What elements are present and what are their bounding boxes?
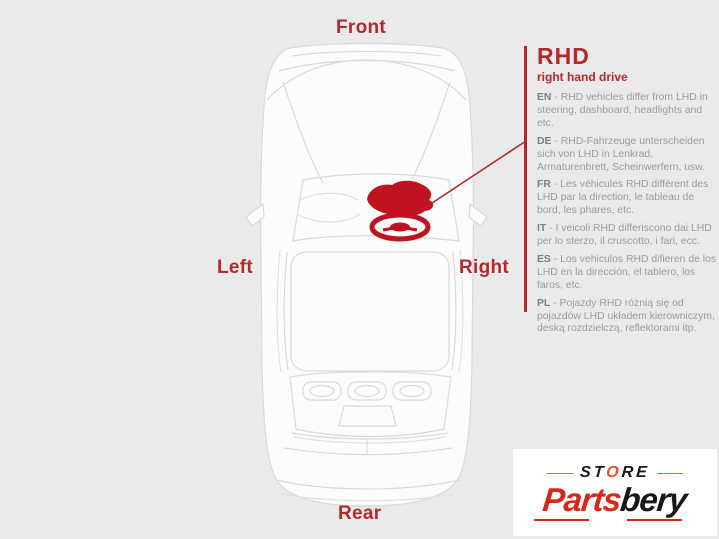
- logo-store-prefix: ST: [579, 464, 607, 481]
- lang-code: ES: [537, 253, 551, 265]
- lang-text: Los vehiculos RHD difieren de los LHD en la dirección, el tablero, los faros, etc.: [537, 253, 717, 291]
- logo-brand-black: bery: [618, 481, 689, 518]
- lang-code: PL: [537, 297, 551, 309]
- logo-store-suffix: RE: [621, 464, 651, 481]
- lang-entry-de: [537, 136, 717, 175]
- lang-entry-en: [537, 92, 717, 131]
- lang-entry-it: [537, 223, 717, 249]
- logo-decorative-line: [627, 519, 682, 521]
- rhd-title: RHD: [537, 43, 590, 69]
- lang-text: I veicoli RHD differiscono dai LHD per lo sterzo, il cruscotto, i fari, ecc.: [537, 223, 712, 248]
- logo-decorative-line: [534, 519, 589, 521]
- lang-code: EN: [537, 92, 552, 104]
- lang-sep: -: [553, 253, 558, 265]
- lang-text: Les véhicules RHD diffèrent des LHD par la direction, le tableau de bord, les phares, etc.: [537, 179, 709, 217]
- logo-decorative-line: [657, 473, 683, 474]
- logo-brand-red: Parts: [541, 481, 623, 518]
- right-label: Right: [459, 257, 510, 278]
- lang-code: DE: [537, 135, 552, 147]
- rhd-info-panel: [537, 44, 717, 341]
- lang-sep: -: [554, 92, 558, 104]
- lang-sep: -: [549, 223, 553, 235]
- lang-text: Pojazdy RHD różnią się od pojazdów LHD układem kierowniczym, deską rozdzielczą, reflektorami itp.: [537, 297, 715, 335]
- logo-brand-text: [542, 483, 689, 516]
- logo-o-ring-icon: O: [605, 464, 623, 481]
- car-line-art: [246, 44, 487, 507]
- lang-entry-pl: [537, 298, 717, 337]
- left-label: Left: [217, 257, 254, 278]
- partsbery-store-logo: [513, 449, 717, 536]
- lang-text: RHD vehicles differ from LHD in steering, dashboard, headlights and etc.: [537, 92, 708, 129]
- logo-underline-row: [534, 519, 682, 521]
- logo-decorative-line: [547, 473, 573, 474]
- rhd-subtitle: right hand drive: [537, 70, 628, 85]
- logo-store-text: [579, 464, 650, 482]
- logo-store-row: [547, 464, 683, 482]
- panel-divider-line: [524, 46, 527, 312]
- lang-sep: -: [554, 135, 558, 147]
- front-label: Front: [336, 17, 387, 38]
- lang-entry-es: [537, 254, 717, 293]
- lang-code: IT: [537, 223, 547, 235]
- lang-sep: -: [553, 297, 557, 309]
- lang-entry-fr: [537, 179, 717, 218]
- lang-code: FR: [537, 179, 551, 191]
- lang-text: RHD-Fahrzeuge unterscheiden sich von LHD in Lenkrad, Armaturenbrett, Scheinwerfern, usw.: [537, 135, 706, 173]
- rear-label: Rear: [338, 503, 382, 524]
- lang-sep: -: [553, 179, 558, 191]
